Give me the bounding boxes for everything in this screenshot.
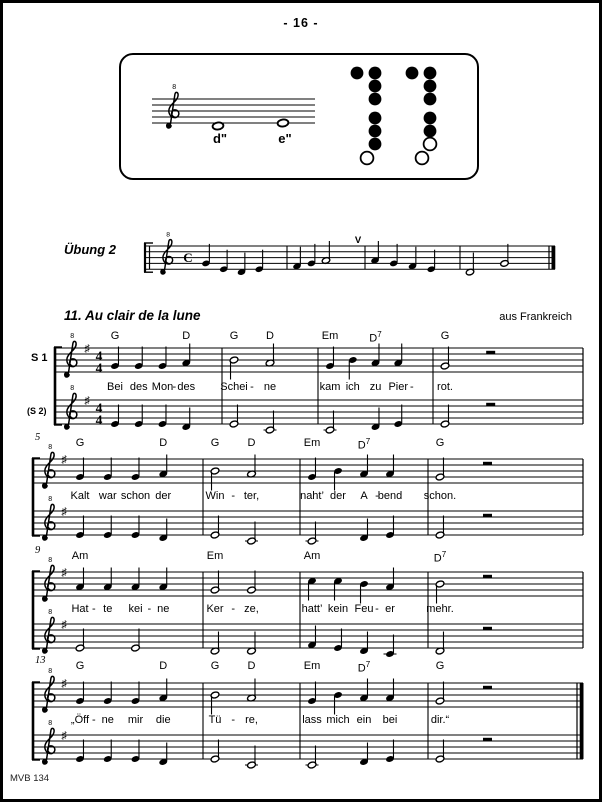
chord-symbol [76, 660, 85, 672]
song-title: 11. Au clair de la lune [64, 308, 201, 323]
octave-8-mark: 8 [70, 385, 75, 393]
chord-root: D [433, 552, 442, 565]
edition-number: MVB 134 [10, 773, 50, 784]
chord-root: D [369, 332, 378, 345]
lyric-syllable: ze, [244, 603, 259, 615]
chord-symbol [369, 330, 381, 345]
note-name-label-e: e" [278, 131, 292, 146]
key-signature-sharp: ♯ [61, 567, 67, 579]
svg-text:4: 4 [95, 412, 103, 428]
lyric-syllable: schon. [423, 490, 457, 502]
lyric-syllable: - [92, 714, 96, 726]
lyric-syllable: A [360, 490, 368, 502]
lyric-syllable: - [231, 603, 236, 615]
chord-root: Em [303, 660, 321, 672]
lyric-syllable: kein [327, 603, 349, 615]
octave-8-mark: 8 [48, 720, 53, 728]
lyric-syllable: bei [382, 714, 398, 726]
note-name-label-d: d" [212, 131, 228, 146]
chord-extension: 7 [377, 330, 382, 339]
lyric-syllable: ne [157, 603, 170, 615]
key-signature-sharp: ♯ [61, 454, 67, 466]
chord-symbol [304, 660, 321, 672]
lyric-syllable: ter, [243, 490, 260, 502]
lyric-syllable: - [147, 603, 152, 615]
chord-root: D [247, 437, 256, 449]
key-signature-sharp: ♯ [61, 730, 67, 742]
key-signature-sharp: ♯ [84, 343, 90, 355]
svg-text:4: 4 [95, 400, 103, 416]
page-number: - 16 - [283, 16, 319, 30]
lyric-syllable: Mon [151, 381, 174, 393]
lyric-syllable: dir.“ [430, 714, 450, 726]
chord-root: G [110, 330, 120, 342]
chord-symbol [159, 437, 167, 449]
lyric-syllable: - [410, 381, 414, 393]
exercise-label: Übung 2 [64, 242, 116, 257]
voice-1-label: S 1 [31, 352, 48, 364]
lyric-syllable: war [98, 490, 117, 502]
chord-symbol [441, 330, 450, 342]
chord-symbol [211, 660, 220, 672]
lyric-syllable: - [375, 603, 379, 615]
chord-symbol [266, 330, 274, 342]
chord-symbol [322, 330, 339, 342]
chord-symbol [211, 437, 220, 449]
octave-8-mark: 8 [172, 84, 177, 92]
chord-root: G [435, 437, 445, 449]
lyric-syllable: Ker [206, 603, 224, 615]
lyric-syllable: ne [101, 714, 114, 726]
chord-root: G [210, 437, 220, 449]
chord-extension: 7 [441, 550, 447, 559]
lyric-syllable: mir [127, 714, 144, 726]
lyric-syllable: Bei [107, 381, 123, 393]
svg-text:4: 4 [95, 348, 103, 364]
lyric-syllable: rot. [437, 381, 453, 393]
chord-root: D [357, 662, 366, 675]
chord-root: G [435, 660, 445, 672]
lyric-syllable: Hat [71, 603, 89, 615]
lyric-syllable: schon [120, 490, 151, 502]
measure-number: 5 [35, 432, 41, 443]
chord-symbol [436, 437, 445, 449]
lyric-syllable: te [103, 603, 113, 615]
lyric-syllable: mich [326, 714, 350, 726]
chord-root: G [440, 330, 450, 342]
lyric-syllable: er [385, 603, 395, 615]
lyric-syllable: kam [319, 381, 341, 393]
lyric-syllable: kei [128, 603, 143, 615]
lyric-syllable: - [172, 381, 177, 393]
chord-root: Am [303, 550, 321, 562]
chord-root: Em [321, 330, 339, 342]
key-signature-sharp: ♯ [61, 619, 67, 631]
lyric-syllable: Tü [208, 714, 222, 726]
chord-symbol [76, 437, 85, 449]
chord-symbol [304, 437, 321, 449]
lyric-syllable: naht’ [300, 490, 324, 502]
lyric-syllable: hatt’ [301, 603, 323, 615]
lyric-syllable: zu [369, 381, 382, 393]
lyric-syllable: des [129, 381, 148, 393]
chord-extension: 7 [365, 437, 371, 446]
chord-symbol [248, 437, 256, 449]
lyric-syllable: Kalt [70, 490, 90, 502]
lyric-syllable: „Öff [70, 714, 90, 726]
lyric-syllable: - [375, 490, 379, 502]
octave-8-mark: 8 [70, 333, 75, 341]
measure-number: 13 [35, 655, 46, 666]
chord-symbol [111, 330, 120, 342]
chord-symbol [436, 660, 445, 672]
song-origin: aus Frankreich [499, 311, 572, 323]
chord-root: D [159, 660, 168, 672]
chord-extension: 7 [365, 660, 371, 669]
lyric-syllable: der [155, 490, 172, 502]
chord-symbol [358, 660, 370, 675]
chord-root: Am [71, 550, 89, 562]
time-signature-common: C [183, 249, 193, 265]
lyric-syllable: Win [205, 490, 225, 502]
lyric-syllable: lass [302, 714, 322, 726]
svg-text:4: 4 [95, 360, 103, 376]
chord-symbol [72, 550, 89, 562]
lyric-syllable: Feu [354, 603, 374, 615]
chord-root: D [247, 660, 256, 672]
lyric-syllable: ich [345, 381, 360, 393]
chord-root: G [75, 437, 85, 449]
chord-symbol [207, 550, 224, 562]
lyric-syllable: - [231, 490, 236, 502]
chord-symbol [248, 660, 256, 672]
octave-8-mark: 8 [48, 668, 53, 676]
lyric-syllable: bend [377, 490, 403, 502]
chord-root: Em [303, 437, 321, 449]
lyric-syllable: die [155, 714, 171, 726]
lyric-syllable: des [177, 381, 196, 393]
lyric-syllable: - [92, 603, 96, 615]
key-signature-sharp: ♯ [61, 506, 67, 518]
chord-root: G [210, 660, 220, 672]
lyric-syllable: mehr. [426, 603, 454, 615]
voice-2-label: (S 2) [27, 406, 47, 416]
chord-root: D [357, 439, 366, 452]
chord-symbol [159, 660, 167, 672]
chord-symbol [358, 437, 370, 452]
lyric-syllable: re, [245, 714, 258, 726]
lyric-syllable: Schei [220, 381, 248, 393]
chord-root: G [229, 330, 239, 342]
octave-8-mark: 8 [48, 444, 53, 452]
octave-8-mark: 8 [48, 496, 53, 504]
chord-symbol [304, 550, 321, 562]
lyric-syllable: Pier [388, 381, 409, 393]
chord-root: D [159, 437, 168, 449]
chord-symbol [182, 330, 190, 342]
breath-mark-icon: V [354, 235, 362, 246]
lyric-syllable: der [330, 490, 346, 502]
lyric-syllable: ein [356, 714, 372, 726]
chord-symbol [434, 550, 446, 565]
lyric-syllable: - [250, 381, 254, 393]
lyric-syllable: ne [263, 381, 277, 393]
measure-number: 9 [35, 545, 41, 556]
chord-symbol [230, 330, 239, 342]
key-signature-sharp: ♯ [61, 678, 67, 690]
lyric-syllable: - [231, 714, 236, 726]
key-signature-sharp: ♯ [84, 395, 90, 407]
chord-root: D [266, 330, 274, 342]
chord-root: D [182, 330, 191, 342]
octave-8-mark: 8 [166, 231, 171, 239]
octave-8-mark: 8 [48, 557, 53, 565]
octave-8-mark: 8 [48, 609, 53, 617]
chord-root: Em [206, 550, 224, 562]
chord-root: G [75, 660, 85, 672]
